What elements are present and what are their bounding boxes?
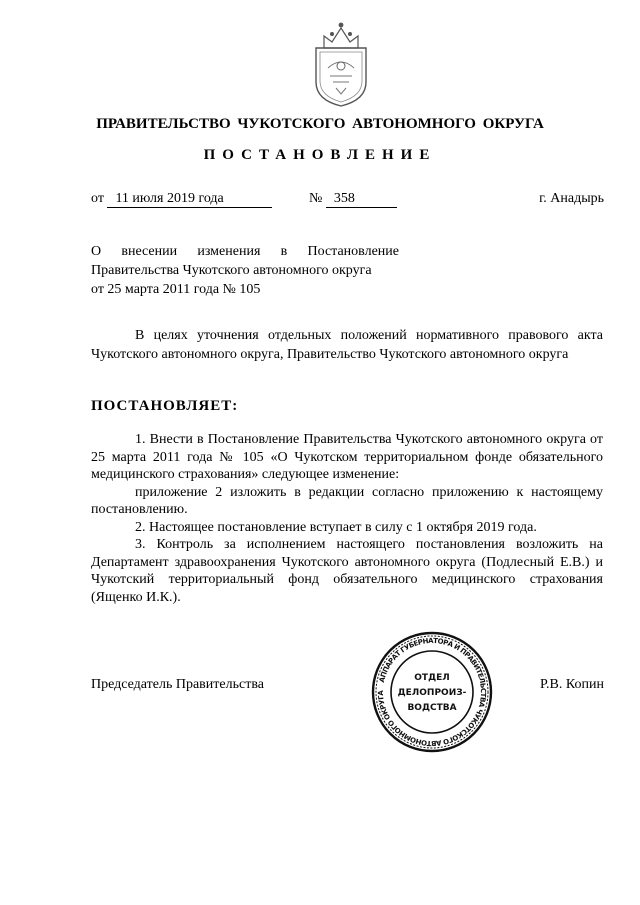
document-subject [91,242,399,299]
subject-line-1: О внесении изменения в Постановление [91,244,399,259]
decree-item: 2. Настоящее постановление вступает в силу с 1 октября 2019 года. [135,519,537,535]
number-value: 358 [326,191,397,208]
document-city: г. Анадырь [539,191,604,206]
decree-item: 1. Внести в Постановление Правительства Чукотского автономного округа от 25 марта 2011 года № 105 «О Чукотском территориальном фонде обязательного медицинского страхования» следующее изменение: [91,432,603,482]
signatory-title: Председатель Правительства [91,677,264,692]
decree-item: приложение 2 изложить в редакции согласно приложению к настоящему постановлению. [91,484,603,517]
stamp-center-line-1: ОТДЕЛ [414,673,450,683]
decree-item: 3. Контроль за исполнением настоящего постановления возложить на Департамент здравоохранения Чукотского автономного округа (Подлесный Е.В.) и Чукотский территориальный фонд обязательного медицинского страхования (Ященко И.К.). [91,537,603,605]
number-prefix: № [309,191,323,206]
subject-line-2: Правительства Чукотского автономного округа [91,263,372,278]
preamble-paragraph: В целях уточнения отдельных положений нормативного правового акта Чукотского автономного округа, Правительство Чукотского автономного округа [91,328,603,362]
decree-heading: ПОСТАНОВЛЯЕТ: [91,398,239,414]
coat-of-arms-emblem-icon [306,18,376,108]
signatory-name: Р.В. Копин [540,677,604,692]
government-title: ПРАВИТЕЛЬСТВО ЧУКОТСКОГО АВТОНОМНОГО ОКРУГА [96,116,544,132]
decree-items [91,431,603,606]
stamp-ring-text: АППАРАТ ГУБЕРНАТОРА И ПРАВИТЕЛЬСТВА ЧУКОТСКОГО АВТОНОМНОГО ОКРУГА [376,636,488,748]
document-number [309,191,397,208]
stamp-center-line-3: ВОДСТВА [407,703,457,713]
office-stamp [371,631,493,753]
stamp-center-line-2: ДЕЛОПРОИЗ- [397,688,467,698]
date-prefix: от [91,191,104,206]
subject-line-3: от 25 марта 2011 года № 105 [91,282,261,297]
document-type: ПОСТАНОВЛЕНИЕ [203,147,437,163]
document-date [91,191,272,208]
date-value: 11 июля 2019 года [107,191,272,208]
